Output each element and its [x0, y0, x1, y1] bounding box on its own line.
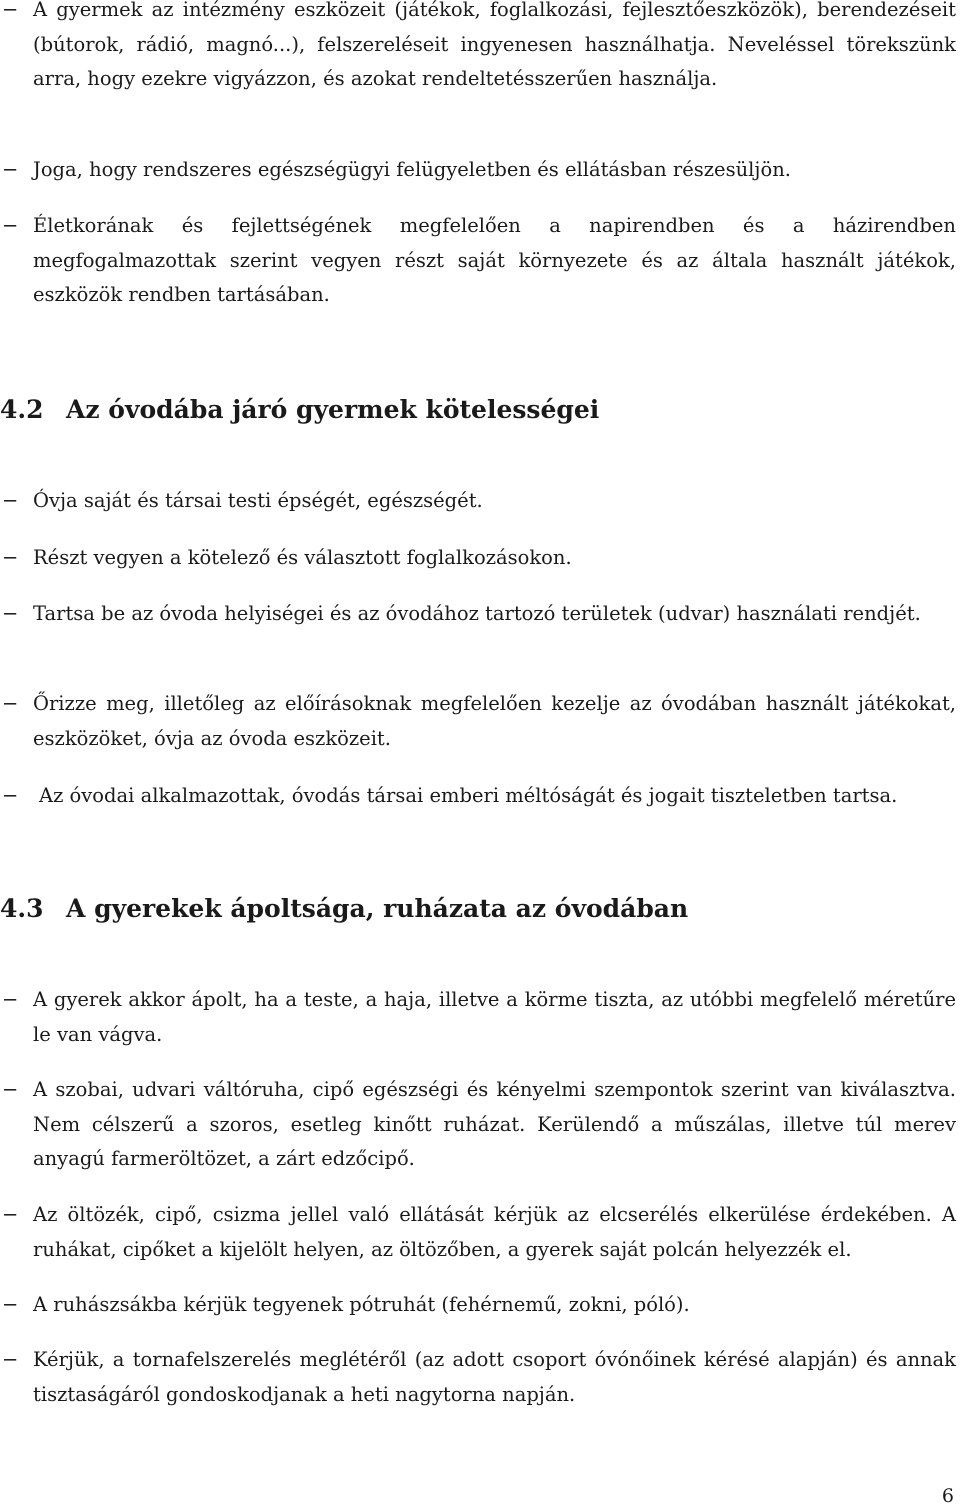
section-title: A gyerekek ápoltsága, ruházata az óvodában — [66, 894, 689, 923]
dash-bullet: − — [2, 214, 19, 237]
list-item-text: Őrizze meg, illetőleg az előírásoknak megfelelően kezelje az óvodában használt játékokat, eszközöket, óvja az óvoda eszközeit. — [33, 692, 956, 750]
dash-bullet: − — [2, 1078, 19, 1101]
list-item — [0, 779, 956, 814]
list-item-text: Életkorának és fejlettségének megfelelően a napirendben és a házirendben megfogalmazottak szerint vegyen részt saját környezete és az általa használt játékok, eszközök rendben tartásában. — [33, 214, 956, 306]
dash-bullet: − — [2, 988, 19, 1011]
section-number: 4.2 — [0, 395, 44, 424]
dash-bullet: − — [2, 1348, 19, 1371]
list-item — [0, 687, 956, 756]
list-item — [0, 1288, 956, 1323]
list-item-text: A szobai, udvari váltóruha, cipő egészségi és kényelmi szempontok szerint van kiválasztva. Nem célszerű a szoros, esetleg kinőtt ruházat. Kerülendő a műszálas, illetve túl merev anyagú farmeröltözet, a zárt edzőcipő. — [33, 1078, 956, 1170]
dash-bullet: − — [2, 158, 19, 181]
dash-bullet: − — [2, 692, 19, 715]
dash-bullet: − — [2, 0, 19, 21]
dash-bullet: − — [2, 1203, 19, 1226]
list-item — [0, 541, 956, 576]
list-item-text: Joga, hogy rendszeres egészségügyi felügyeletben és ellátásban részesüljön. — [33, 158, 791, 181]
list-item — [0, 597, 956, 632]
list-item-text: A gyermek az intézmény eszközeit (játékok, foglalkozási, fejlesztőeszközök), berendezéseit (bútorok, rádió, magnó...), felszereléseit ingyenesen használhatja. Neveléssel törekszünk arra, hogy ezekre vigyázzon, és azokat rendeltetésszerűen használja. — [33, 0, 956, 90]
list-item-text: A gyerek akkor ápolt, ha a teste, a haja, illetve a körme tiszta, az utóbbi megfelelő méretűre le van vágva. — [33, 988, 956, 1046]
dash-bullet: − — [2, 602, 19, 625]
list-item — [0, 209, 956, 313]
section-heading — [0, 394, 599, 426]
list-item — [0, 484, 956, 519]
list-item — [0, 983, 956, 1052]
section-heading — [0, 893, 688, 925]
list-item-text: Az óvodai alkalmazottak, óvodás társai emberi méltóságát és jogait tiszteletben tartsa. — [39, 784, 898, 807]
page-number: 6 — [941, 1485, 954, 1507]
list-item-text: Óvja saját és társai testi épségét, egészségét. — [33, 489, 483, 512]
list-item-text: A ruhászsákba kérjük tegyenek pótruhát (fehérnemű, zokni, póló). — [33, 1293, 690, 1316]
list-item-text: Az öltözék, cipő, csizma jellel való ellátását kérjük az elcserélés elkerülése érdekében. A ruhákat, cipőket a kijelölt helyen, az öltözőben, a gyerek saját polcán helyezzék el. — [33, 1203, 956, 1261]
section-number: 4.3 — [0, 894, 44, 923]
list-item-text: Kérjük, a tornafelszerelés meglétéről (az adott csoport óvónőinek kérésé alapján) és annak tisztaságáról gondoskodjanak a heti nagytorna napján. — [33, 1348, 956, 1406]
section-title: Az óvodába járó gyermek kötelességei — [66, 395, 600, 424]
dash-bullet: − — [2, 784, 19, 807]
dash-bullet: − — [2, 489, 19, 512]
dash-bullet: − — [2, 546, 19, 569]
list-item — [0, 1343, 956, 1412]
list-item — [0, 153, 956, 188]
list-item-text: Részt vegyen a kötelező és választott foglalkozásokon. — [33, 546, 572, 569]
list-item — [0, 1073, 956, 1177]
dash-bullet: − — [2, 1293, 19, 1316]
list-item — [0, 1198, 956, 1267]
list-item — [0, 0, 956, 97]
list-item-text: Tartsa be az óvoda helyiségei és az óvodához tartozó területek (udvar) használati rendjét. — [33, 602, 921, 625]
